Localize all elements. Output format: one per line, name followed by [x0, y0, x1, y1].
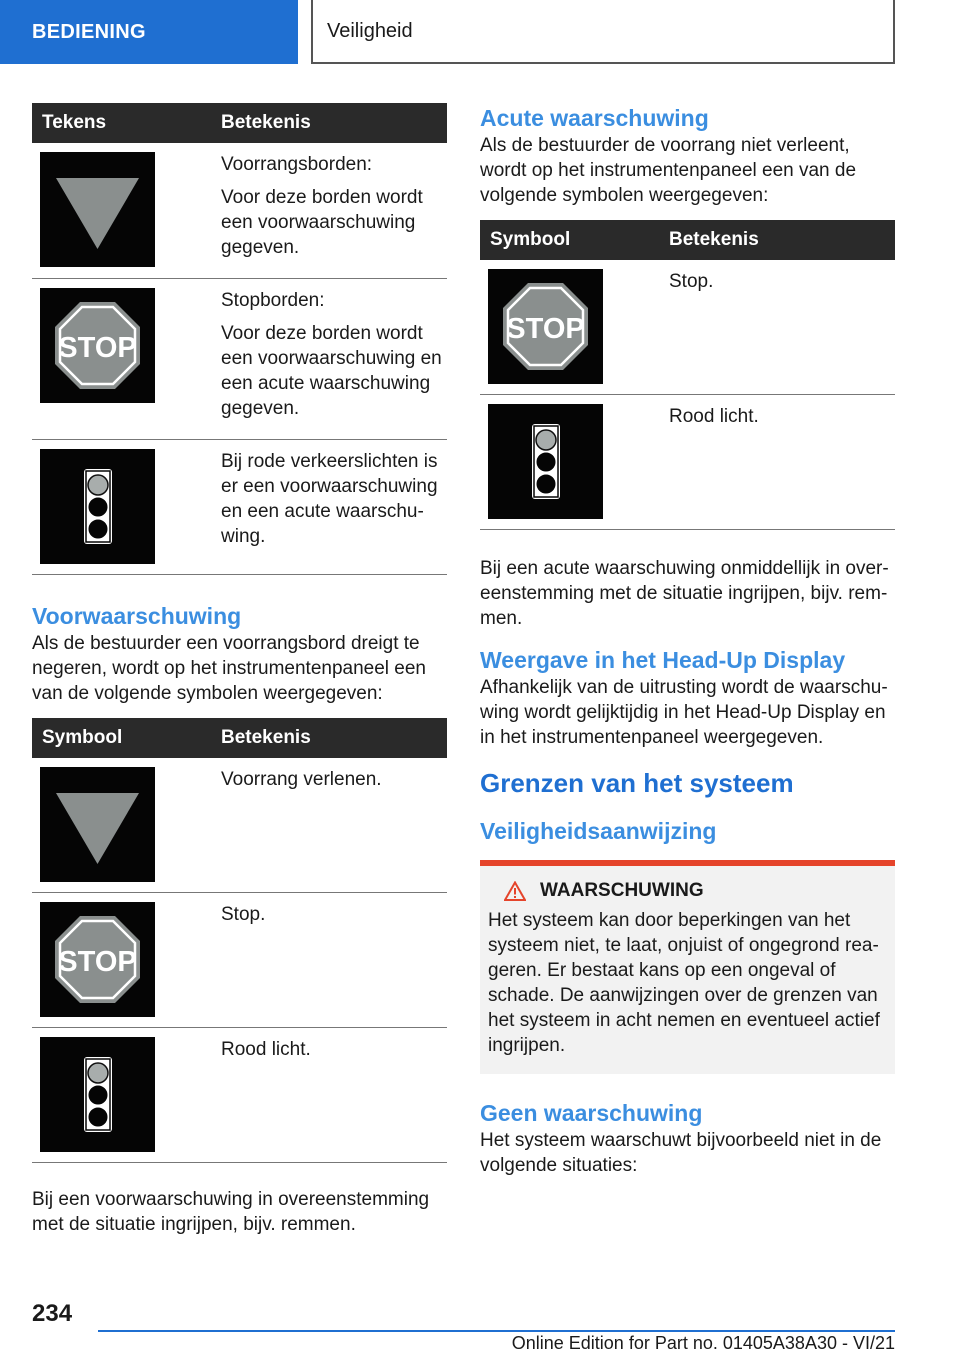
- acute-warning-intro: Als de bestuurder de voorrang niet verleent, wordt op het instrumentenpaneel een van de volgende symbolen weergegeven:: [480, 135, 857, 206]
- yield-sign-icon: [40, 152, 155, 267]
- heading-pre-warning: Voorwaarschuwing: [32, 603, 242, 629]
- right-column: [480, 103, 895, 1178]
- column-header-symbol: Symbool: [480, 220, 659, 260]
- yield-sign-icon: [40, 767, 155, 882]
- cell-text: Rood licht.: [659, 395, 895, 530]
- acute-warning-note: Bij een acute waarschuwing onmiddellijk in overeenstemming met de situatie ingrijpen, bijv. remmen.: [480, 558, 889, 629]
- no-warning-text: Het systeem waarschuwt bijvoorbeeld niet in de volgende situaties:: [480, 1130, 882, 1176]
- chapter-title: Veiligheid: [311, 0, 895, 64]
- heading-acute-warning: Acute waarschuwing: [480, 105, 709, 131]
- cell-text: Voorrang verlenen.: [211, 758, 447, 893]
- warning-text: Het systeem kan door beperkingen van het systeem niet, te laat, onjuist of ongegrond reageren. Er bestaat kans op een ongeval of schade. De aanwijzingen over de grenzen van het systeem in acht nemen en eventueel actief ingrijpen.: [488, 910, 880, 1056]
- stop-sign-icon: [40, 288, 155, 403]
- warning-triangle-icon: [504, 881, 526, 901]
- cell-text: Stop.: [211, 893, 447, 1028]
- traffic-light-icon: [40, 1037, 155, 1152]
- heading-system-limits: Grenzen van het systeem: [480, 768, 794, 798]
- acute-warning-table: [480, 220, 895, 530]
- page-number: 234: [32, 1300, 73, 1327]
- cell-text: Stopborden:: [221, 290, 325, 311]
- table-row: [32, 893, 447, 1028]
- table-row: [480, 260, 895, 395]
- column-header-meaning: Betekenis: [211, 103, 447, 143]
- traffic-light-icon: [488, 404, 603, 519]
- section-tab: BEDIENING: [0, 0, 298, 64]
- table-row: [32, 440, 447, 575]
- table-row: [480, 395, 895, 530]
- pre-warning-table: [32, 718, 447, 1163]
- cell-text: Stop.: [659, 260, 895, 395]
- column-header-meaning: Betekenis: [211, 718, 447, 758]
- stop-sign-icon: [40, 902, 155, 1017]
- pre-warning-note: Bij een voorwaarschuwing in overeenstemming met de situatie ingrijpen, bijv. remmen.: [32, 1189, 430, 1235]
- cell-text: Voor deze borden wordt een voorwaarschuwing gegeven.: [221, 187, 423, 258]
- table-row: [32, 279, 447, 440]
- cell-text: Voor deze borden wordt een voorwaarschuwing en een acute waarschuwing gegeven.: [221, 323, 442, 419]
- warning-title: WAARSCHUWING: [540, 880, 704, 901]
- footer-divider: [98, 1330, 895, 1332]
- traffic-light-icon: [40, 449, 155, 564]
- table-row: [32, 758, 447, 893]
- signs-table: [32, 103, 447, 575]
- heading-hud: Weergave in het Head-Up Display: [480, 647, 846, 673]
- pre-warning-intro: Als de bestuurder een voorrangsbord dreigt te negeren, wordt op het instrumentenpaneel een van de volgende symbolen weergegeven:: [32, 633, 426, 704]
- footer-edition: Online Edition for Part no. 01405A38A30 - VI/21: [511, 1333, 895, 1353]
- warning-box: [480, 860, 895, 1074]
- hud-text: Afhankelijk van de uitrusting wordt de waarschuwing wordt gelijktijdig in het Head-Up Display en in het instrumentenpaneel weergegeven.: [480, 677, 888, 748]
- heading-safety-notice: Veiligheidsaanwijzing: [480, 818, 717, 844]
- left-column: [32, 103, 447, 1237]
- cell-text: Rood licht.: [211, 1028, 447, 1163]
- table-row: [32, 1028, 447, 1163]
- cell-text: Voorrangsborden:: [221, 154, 373, 175]
- column-header-signs: Tekens: [32, 103, 211, 143]
- table-row: [32, 143, 447, 279]
- stop-sign-icon: [488, 269, 603, 384]
- column-header-symbol: Symbool: [32, 718, 211, 758]
- heading-no-warning: Geen waarschuwing: [480, 1100, 703, 1126]
- column-header-meaning: Betekenis: [659, 220, 895, 260]
- cell-text: Bij rode verkeerslichten is er een voorwaarschuwing en een acute waarschuwing.: [221, 451, 438, 547]
